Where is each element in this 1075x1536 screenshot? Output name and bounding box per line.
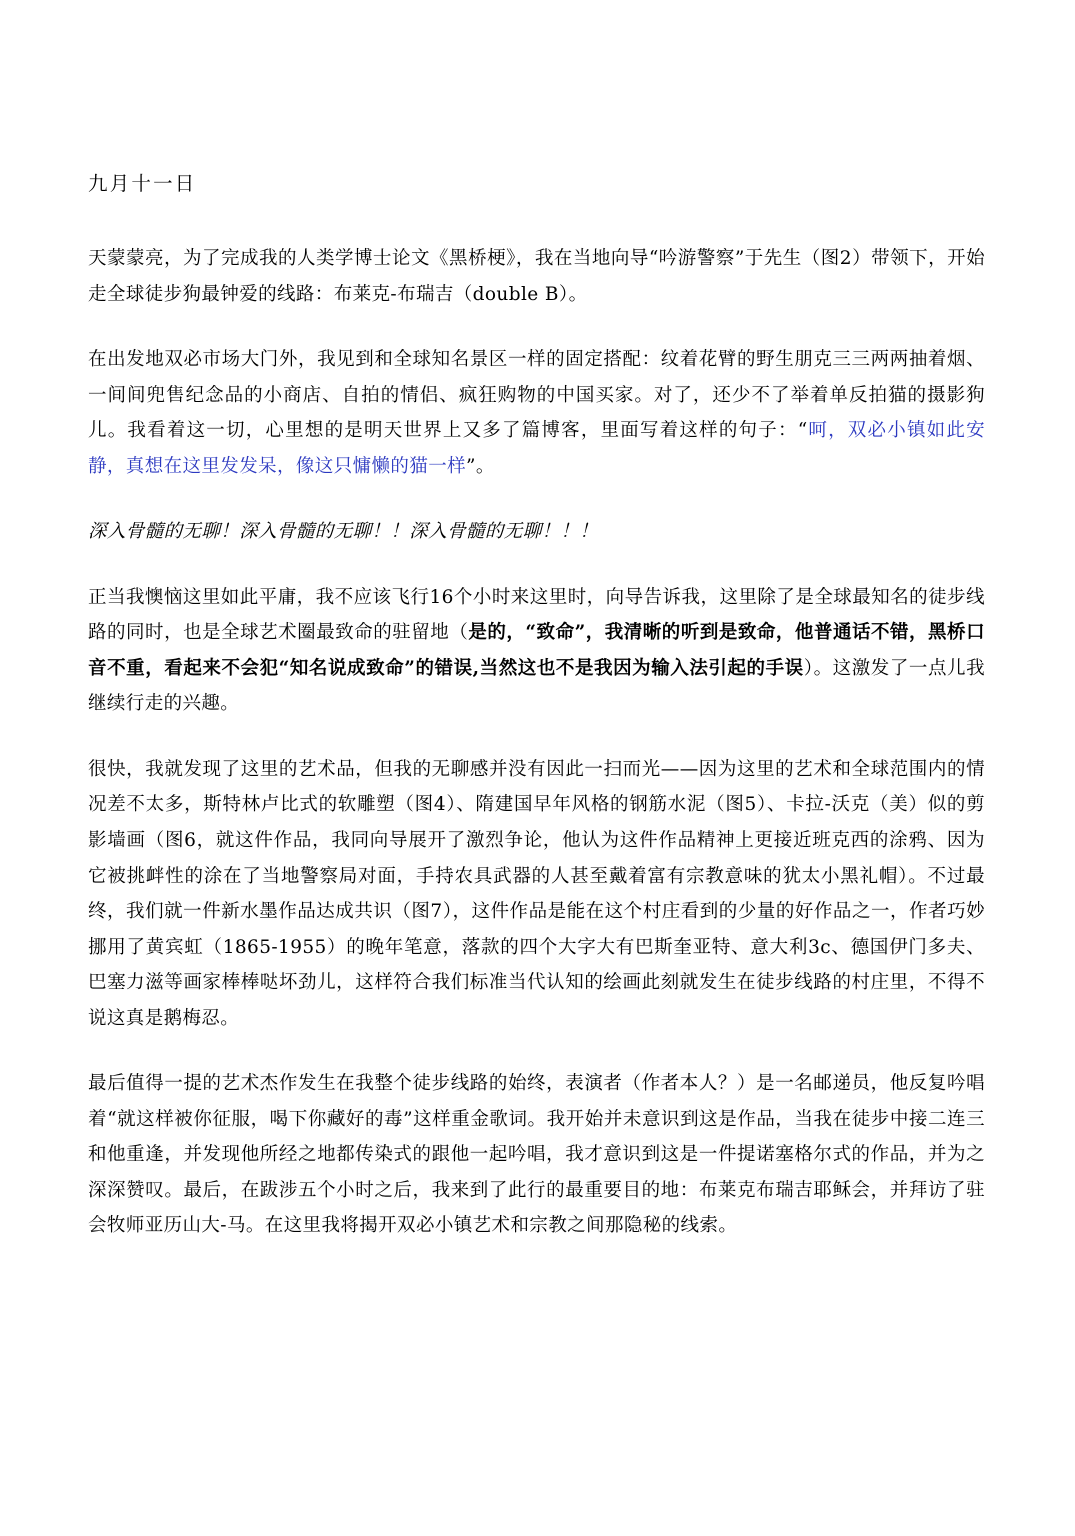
- paragraph-5: [88, 752, 985, 1036]
- paragraph-4-bold-aside: 是的，“致命”，我清晰的听到是致命，他普通话不错，黑桥口音不重，看起来不会犯“知名说成致命”的错误,当然这也不是我因为输入法引起的手误: [88, 622, 985, 679]
- paragraph-3-text: 深入骨髓的无聊！深入骨髓的无聊！！深入骨髓的无聊！！！: [88, 521, 599, 543]
- paragraph-6: [88, 1066, 985, 1244]
- paragraph-2-blue-quote: 呵，双必小镇如此安静，真想在这里发发呆，像这只慵懒的猫一样: [88, 420, 985, 477]
- paragraph-4-text-lead: 正当我懊恼这里如此平庸，我不应该飞行16个小时来这里时，向导告诉我，这里除了是全球最知名的徒步线路的同时，也是全球艺术圈最致命的驻留地（: [88, 586, 985, 644]
- paragraph-1-text: 天蒙蒙亮，为了完成我的人类学博士论文《黑桥梗》，我在当地向导“吟游警察”于先生（图2）带领下，开始走全球徒步狗最钟爱的线路：布莱克-布瑞吉（double B）。: [88, 248, 985, 305]
- paragraph-5-text: 很快，我就发现了这里的艺术品，但我的无聊感并没有因此一扫而光——因为这里的艺术和全球范围内的情况差不太多，斯特林卢比式的软雕塑（图4）、隋建国早年风格的钢筋水泥（图5）、卡拉-沃克（美）似的剪影墙画（图6，就这件作品，我同向导展开了激烈争论，他认为这件作品精神上更接近班克西的涂鸦、因为它被挑衅性的涂在了当地警察局对面，手持农具武器的人甚至戴着富有宗教意味的犹太小黑礼帽）。不过最终，我们就一件新水墨作品达成共识（图7），这件作品是能在这个村庄看到的少量的好作品之一，作者巧妙挪用了黄宾虹（1865-1955）的晚年笔意，落款的四个大字大有巴斯奎亚特、意大利3c、德国伊门多夫、巴塞力滋等画家棒棒哒坏劲儿，这样符合我们标准当代认知的绘画此刻就发生在徒步线路的村庄里，不得不说这真是鹅梅忍。: [88, 758, 985, 1029]
- paragraph-1: [88, 241, 985, 312]
- page-title: 九月十一日: [88, 172, 197, 195]
- paragraph-4-text-tail: ）。这激发了一点儿我继续行走的兴趣。: [88, 657, 985, 715]
- paragraph-2: [88, 342, 985, 484]
- paragraph-2-text-tail: ”。: [466, 455, 495, 477]
- paragraph-2-text-lead: 在出发地双必市场大门外，我见到和全球知名景区一样的固定搭配：纹着花臂的野生朋克三三两两抽着烟、一间间兜售纪念品的小商店、自拍的情侣、疯狂购物的中国买家。对了，还少不了举着单反拍猫的摄影狗儿。我看着这一切，心里想的是明天世界上又多了篇博客，里面写着这样的句子：“: [88, 349, 985, 442]
- paragraph-3-italic-emphasis: [88, 514, 985, 550]
- paragraph-6-text: 最后值得一提的艺术杰作发生在我整个徒步线路的始终，表演者（作者本人？）是一名邮递员，他反复吟唱着“就这样被你征服，喝下你藏好的毒”这样重金歌词。我开始并未意识到这是作品，当我在徒步中接二连三和他重逢，并发现他所经之地都传染式的跟他一起吟唱，我才意识到这是一件提诺塞格尔式的作品，并为之深深赞叹。最后，在跋涉五个小时之后，我来到了此行的最重要目的地：布莱克布瑞吉耶稣会，并拜访了驻会牧师亚历山大-马。在这里我将揭开双必小镇艺术和宗教之间那隐秘的线索。: [88, 1073, 985, 1237]
- paragraph-4: [88, 580, 985, 722]
